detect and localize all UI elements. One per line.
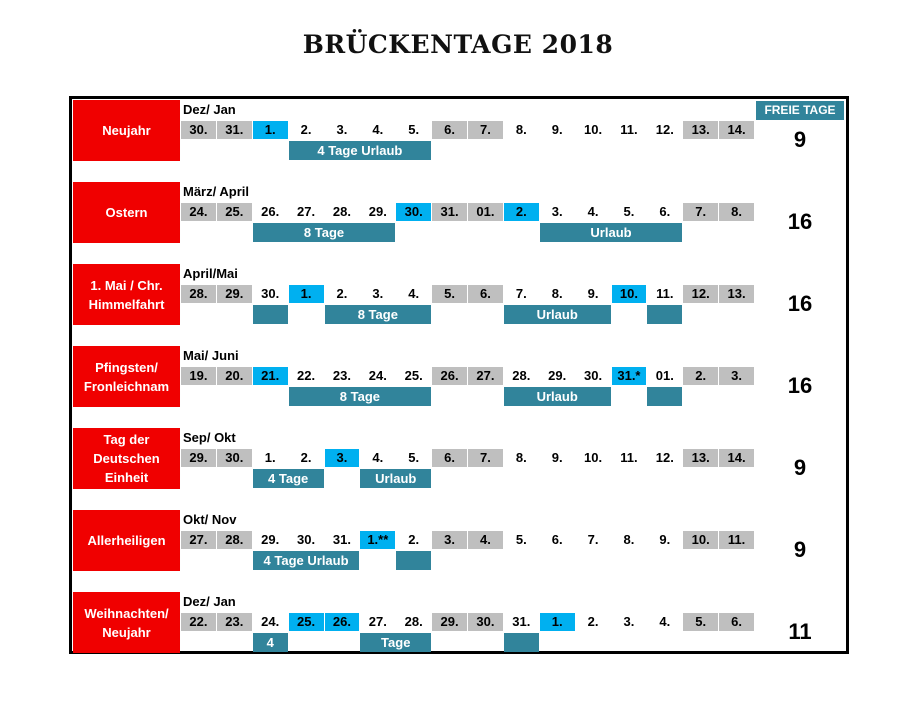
day-cell: 30. [261,286,280,301]
vacation-bar: 8 Tage [289,387,432,406]
free-days-count: 16 [787,373,813,398]
weekend-day-cell: 6. [432,449,467,467]
weekend-day-cell: 14. [719,449,754,467]
weekend-day-cell: 01. [468,203,503,221]
free-days-count: 9 [793,455,807,480]
day-cell: 2. [408,532,420,547]
weekend-day-cell: 29. [432,613,467,631]
day-cell: 1. [264,450,276,465]
weekend-day-cell: 27. [181,531,216,549]
vacation-bar: Tage Urlaub [360,633,431,652]
holiday-day-cell: 25. [289,613,324,631]
day-cell: 28. [404,614,423,629]
weekend-day-cell: 28. [217,531,252,549]
weekend-day-cell: 30. [181,121,216,139]
free-days-count: 16 [787,209,813,234]
day-cell: 28. [332,204,351,219]
period-label: März/ April [183,184,249,199]
weekend-day-cell: 6. [719,613,754,631]
day-cell: 11. [620,450,638,465]
free-days-count: 9 [793,537,807,562]
holiday-label: Neujahr [73,100,180,161]
period-label: Mai/ Juni [183,348,239,363]
day-cell: 8. [515,122,527,137]
vacation-bar: 4 Tage Urlaub [253,551,360,570]
day-cell: 23. [332,368,351,383]
holiday-day-cell: 1. [540,613,575,631]
weekend-day-cell: 14. [719,121,754,139]
weekend-day-cell: 27. [468,367,503,385]
weekend-day-cell: 20. [217,367,252,385]
weekend-day-cell: 22. [181,613,216,631]
period-label: Sep/ Okt [183,430,236,445]
day-cell: 5. [623,204,635,219]
day-cell: 01. [655,368,674,383]
holiday-day-cell: 2. [504,203,539,221]
weekend-day-cell: 7. [468,449,503,467]
free-days-count: 9 [793,127,807,152]
vacation-bar [647,305,682,324]
day-cell: 6. [551,532,563,547]
free-days-count: 16 [787,291,813,316]
day-cell: 7. [587,532,599,547]
vacation-bar: Urlaub [360,469,431,488]
day-cell: 11. [620,122,638,137]
day-cell: 27. [368,614,387,629]
day-cell: 5. [408,450,420,465]
period-label: Dez/ Jan [183,102,236,117]
day-cell: 3. [372,286,384,301]
day-cell: 5. [515,532,527,547]
weekend-day-cell: 5. [432,285,467,303]
day-cell: 3. [336,122,348,137]
day-cell: 30. [297,532,316,547]
day-cell: 8. [515,450,527,465]
weekend-day-cell: 11. [719,531,754,549]
day-cell: 2. [587,614,599,629]
weekend-day-cell: 30. [468,613,503,631]
vacation-bar: 4 Tage Urlaub [289,141,432,160]
vacation-bar: Urlaub [504,387,611,406]
day-cell: 12. [655,450,674,465]
weekend-day-cell: 13. [719,285,754,303]
holiday-label: Ostern [73,182,180,243]
page-title: BRÜCKENTAGE 2018 [302,30,614,59]
holiday-day-cell: 1.** [360,531,395,549]
day-cell: 29. [368,204,387,219]
weekend-day-cell: 24. [181,203,216,221]
day-cell: 24. [261,614,280,629]
weekend-day-cell: 7. [468,121,503,139]
vacation-bar [396,551,431,570]
day-cell: 11. [656,286,674,301]
vacation-bar [647,387,682,406]
vacation-bar: Urlaub [504,305,611,324]
day-cell: 2. [300,450,312,465]
day-cell: 31. [512,614,531,629]
holiday-day-cell: 21. [253,367,288,385]
day-cell: 10. [584,450,603,465]
period-label: Dez/ Jan [183,594,236,609]
vacation-bar: 8 Tage [253,223,396,242]
day-cell: 2. [336,286,348,301]
day-cell: 9. [551,122,563,137]
day-cell: 25. [404,368,423,383]
day-cell: 26. [261,204,280,219]
weekend-day-cell: 7. [683,203,718,221]
weekend-day-cell: 30. [217,449,252,467]
holiday-day-cell: 26. [325,613,360,631]
weekend-day-cell: 2. [683,367,718,385]
day-cell: 9. [551,450,563,465]
day-cell: 29. [261,532,280,547]
weekend-day-cell: 8. [719,203,754,221]
day-cell: 3. [551,204,563,219]
weekend-day-cell: 13. [683,449,718,467]
day-cell: 4. [659,614,671,629]
weekend-day-cell: 6. [432,121,467,139]
vacation-bar: 4 Tage [253,469,324,488]
weekend-day-cell: 4. [468,531,503,549]
weekend-day-cell: 25. [217,203,252,221]
day-cell: 5. [408,122,420,137]
holiday-day-cell: 10. [612,285,647,303]
weekend-day-cell: 12. [683,285,718,303]
vacation-bar: 4 [253,633,288,652]
holiday-day-cell: 1. [289,285,324,303]
free-days-header: FREIE TAGE [756,101,844,120]
weekend-day-cell: 28. [181,285,216,303]
weekend-day-cell: 13. [683,121,718,139]
weekend-day-cell: 29. [217,285,252,303]
day-cell: 3. [623,614,635,629]
day-cell: 8. [623,532,635,547]
holiday-label: Tag der Deutschen Einheit [73,428,180,489]
day-cell: 12. [655,122,674,137]
day-cell: 7. [515,286,527,301]
day-cell: 9. [587,286,599,301]
weekend-day-cell: 23. [217,613,252,631]
weekend-day-cell: 29. [181,449,216,467]
day-cell: 24. [368,368,387,383]
weekend-day-cell: 10. [683,531,718,549]
holiday-label: Allerheiligen [73,510,180,571]
weekend-day-cell: 26. [432,367,467,385]
vacation-bar: Urlaub [540,223,683,242]
holiday-day-cell: 30. [396,203,431,221]
holiday-label: Pfingsten/ Fronleichnam [73,346,180,407]
day-cell: 4. [372,122,384,137]
day-cell: 4. [587,204,599,219]
weekend-day-cell: 3. [719,367,754,385]
day-cell: 27. [297,204,316,219]
holiday-label: Weihnachten/ Neujahr [73,592,180,653]
day-cell: 8. [551,286,563,301]
weekend-day-cell: 31. [217,121,252,139]
day-cell: 4. [372,450,384,465]
holiday-day-cell: 31.* [612,367,647,385]
weekend-day-cell: 5. [683,613,718,631]
day-cell: 10. [584,122,603,137]
day-cell: 31. [332,532,351,547]
weekend-day-cell: 3. [432,531,467,549]
day-cell: 28. [512,368,531,383]
period-label: Okt/ Nov [183,512,237,527]
vacation-bar: 8 Tage [325,305,432,324]
day-cell: 29. [548,368,567,383]
day-cell: 6. [659,204,671,219]
holiday-label: 1. Mai / Chr. Himmelfahrt [73,264,180,325]
period-label: April/Mai [183,266,238,281]
day-cell: 2. [300,122,312,137]
day-cell: 22. [297,368,316,383]
holiday-day-cell: 3. [325,449,360,467]
holiday-day-cell: 1. [253,121,288,139]
day-cell: 30. [584,368,603,383]
vacation-bar [504,633,539,652]
free-days-count: 11 [788,619,812,644]
weekend-day-cell: 19. [181,367,216,385]
weekend-day-cell: 6. [468,285,503,303]
day-cell: 4. [408,286,420,301]
weekend-day-cell: 31. [432,203,467,221]
day-cell: 9. [659,532,671,547]
vacation-bar [253,305,288,324]
